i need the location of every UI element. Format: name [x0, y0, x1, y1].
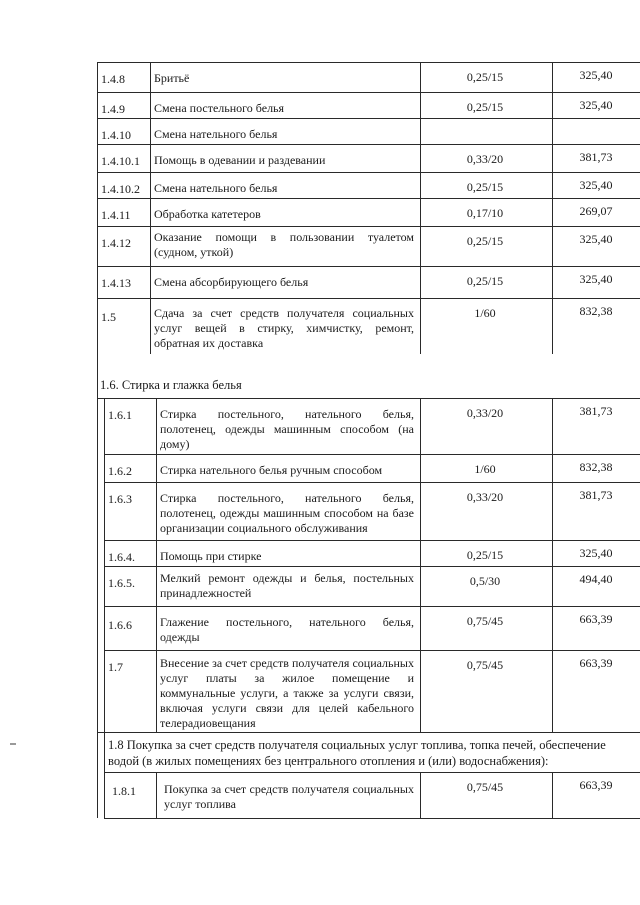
row-number: 1.4.10	[101, 128, 131, 142]
time-norm: 0,25/15	[466, 100, 504, 114]
service-name: Стирка постельного, нательного белья, полотенец, одежды машинным способом на базе организации социального обслуживания	[160, 491, 414, 535]
section-header	[0, 732, 640, 772]
time-norm: 0,5/30	[469, 574, 501, 588]
time-norm: 0,75/45	[466, 658, 504, 672]
time-norm: 0,33/20	[466, 490, 504, 504]
service-name: Смена постельного белья	[154, 101, 285, 115]
service-name: Обработка катетеров	[154, 207, 261, 221]
row-number: 1.6.5.	[108, 576, 135, 590]
row-number: 1.6.3	[108, 492, 132, 506]
service-name: Смена абсорбирующего белья	[154, 275, 309, 289]
service-name: Смена нательного белья	[154, 181, 278, 195]
row-number: 1.6.1	[108, 408, 132, 422]
service-name: Стирка нательного белья ручным способом	[160, 463, 383, 477]
service-name: Смена нательного белья	[154, 127, 278, 141]
price: 832,38	[579, 304, 613, 318]
row-number: 1.8.1	[112, 784, 136, 798]
section-header	[0, 354, 640, 398]
table-row	[0, 772, 640, 818]
row-number: 1.5	[101, 310, 116, 324]
time-norm: 0,33/20	[466, 152, 504, 166]
table-grid	[0, 62, 640, 354]
price: 381,73	[579, 404, 613, 418]
row-number: 1.6.6	[108, 618, 132, 632]
service-name: Стирка постельного, нательного белья, полотенец, одежды машинным способом (на дому)	[160, 407, 414, 451]
price: 832,38	[579, 460, 613, 474]
time-norm: 0,25/15	[466, 180, 504, 194]
row-number: 1.4.11	[101, 208, 131, 222]
row-number: 1.7	[108, 660, 123, 674]
time-norm: 0,75/45	[466, 780, 504, 794]
price: 325,40	[579, 68, 613, 82]
section-title: 1.8 Покупка за счет средств получателя социальных услуг топлива, топка печей, обеспечение	[108, 738, 606, 752]
price: 325,40	[579, 546, 613, 560]
service-name: Помощь в одевании и раздевании	[154, 153, 326, 167]
service-name: Помощь при стирке	[160, 549, 262, 563]
price: 494,40	[579, 572, 613, 586]
service-name: Мелкий ремонт одежды и белья, постельных принадлежностей	[160, 571, 414, 600]
service-name: Внесение за счет средств получателя социальных услуг платы за жилое помещение и коммунальные услуги, а также за услуги связи, включая услуги связи для целей кабельного телерадиовещания	[160, 656, 414, 730]
time-norm: 0,17/10	[466, 206, 504, 220]
row-number: 1.6.2	[108, 464, 132, 478]
row-number: 1.6.4.	[108, 550, 135, 564]
table-grid	[0, 398, 640, 732]
price: 663,39	[579, 778, 613, 792]
time-norm: 0,25/15	[466, 548, 504, 562]
row-number: 1.4.10.1	[101, 154, 140, 168]
section-title: водой (в жилых помещениях без центрального отопления и (или) водоснабжения):	[108, 754, 549, 768]
price: 663,39	[579, 612, 613, 626]
row-number: 1.4.10.2	[101, 182, 140, 196]
time-norm: 0,25/15	[466, 234, 504, 248]
service-name: Сдача за счет средств получателя социальных услуг вещей в стирку, химчистку, ремонт, обратная их доставка	[154, 306, 414, 350]
time-norm: 1/60	[474, 462, 496, 476]
service-name: Оказание помощи в пользовании туалетом (судном, уткой)	[154, 230, 414, 259]
time-norm: 1/60	[474, 306, 496, 320]
price: 325,40	[579, 178, 613, 192]
row-number: 1.4.9	[101, 102, 125, 116]
row-number: 1.4.12	[101, 236, 131, 250]
time-norm: 0,75/45	[466, 614, 504, 628]
scan-speck	[10, 743, 16, 745]
time-norm: 0,25/15	[466, 70, 504, 84]
row-number: 1.4.8	[101, 72, 125, 86]
price: 269,07	[579, 204, 613, 218]
section-title: 1.6. Стирка и глажка белья	[100, 378, 242, 392]
price: 381,73	[579, 150, 613, 164]
price: 381,73	[579, 488, 613, 502]
price: 325,40	[579, 272, 613, 286]
service-name: Бритьё	[154, 71, 190, 85]
price: 663,39	[579, 656, 613, 670]
service-name: Глажение постельного, нательного белья, одежды	[160, 615, 414, 644]
time-norm: 0,25/15	[466, 274, 504, 288]
row-number: 1.4.13	[101, 276, 131, 290]
service-name: Покупка за счет средств получателя социальных услуг топлива	[164, 782, 414, 811]
price: 325,40	[579, 232, 613, 246]
time-norm: 0,33/20	[466, 406, 504, 420]
price: 325,40	[579, 98, 613, 112]
